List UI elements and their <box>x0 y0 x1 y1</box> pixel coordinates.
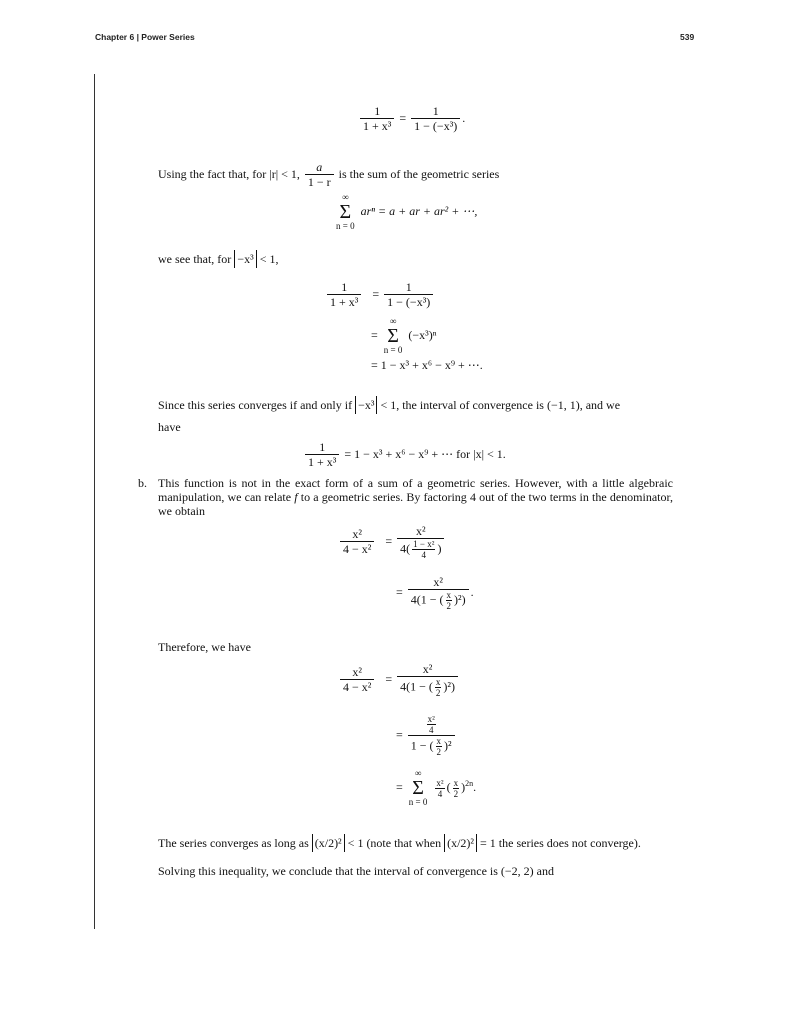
paragraph-we-see <box>158 250 278 268</box>
numerator: 1 − x² <box>413 539 435 549</box>
numerator: x² <box>340 527 374 542</box>
denominator: 1 + x³ <box>330 295 359 309</box>
denominator <box>397 677 458 698</box>
absolute-value: −x³ <box>234 250 256 268</box>
chapter-header: Chapter 6 | Power Series <box>95 32 195 42</box>
equation-2 <box>333 192 477 232</box>
factor: 4 <box>400 541 407 556</box>
equation-5-line-1 <box>338 524 446 560</box>
text: The series converges as long as <box>158 836 309 850</box>
series-expression: arⁿ = a + ar + ar² + ⋯, <box>360 203 478 218</box>
margin-rule <box>94 74 95 929</box>
text: have <box>158 420 181 434</box>
numerator: x² <box>397 524 444 539</box>
paragraph-therefore: Therefore, we have <box>158 640 251 654</box>
text: < 1, the interval of convergence is (−1, 1), and we <box>380 398 621 412</box>
series-expansion: = 1 − x³ + x⁶ − x⁹ + ⋯ for |x| < 1. <box>344 446 506 461</box>
series-term: (−x³)ⁿ <box>408 327 437 342</box>
text: to a geometric series. By factoring 4 out of the two terms in the denominator, we obtain <box>158 490 673 518</box>
denominator: 1 − (−x³) <box>387 295 431 309</box>
equation-6-line-2 <box>396 714 457 757</box>
denominator: 4 − x² <box>343 542 372 556</box>
summation <box>409 768 428 808</box>
denominator: 2 <box>436 747 442 757</box>
denominator: 2 <box>435 688 441 698</box>
numerator: x² <box>397 662 458 677</box>
denominator: 1 − (−x³) <box>414 119 458 133</box>
equation-4 <box>303 440 506 470</box>
paragraph-convergence <box>158 396 620 414</box>
equals: = <box>372 286 380 301</box>
equals: = <box>396 584 403 599</box>
equation-3-line-2 <box>371 316 437 356</box>
equation-5-line-2 <box>396 575 474 611</box>
lower-limit: n = 0 <box>383 345 403 355</box>
paragraph-converges-as-long-as <box>158 834 641 852</box>
denominator: 1 + x³ <box>363 119 392 133</box>
numerator: 1 <box>327 280 361 295</box>
sigma-symbol: Σ <box>387 325 399 347</box>
period: . <box>473 779 477 794</box>
numerator: x <box>453 777 459 788</box>
text: 4(1 − ( <box>400 679 433 694</box>
denominator <box>408 736 455 757</box>
paragraph-solving: Solving this inequality, we conclude that the interval of convergence is (−2, 2) and <box>158 864 554 878</box>
text: = 1 the series does not converge). <box>480 836 641 850</box>
text: This function is not in the exact form of a sum of a geometric series. However, with a little algebraic manipulation, we can relate <box>158 476 673 504</box>
function-f: f <box>294 490 298 504</box>
numerator: a <box>305 160 334 175</box>
equals: = <box>396 779 403 794</box>
text: < 1, <box>259 252 279 266</box>
denominator: 1 − r <box>307 175 331 189</box>
denominator: 4( $\frac{\text{1 − x²}}{4}$ ) <box>400 539 442 560</box>
equation-3-line-1 <box>325 280 435 310</box>
numerator: x <box>446 590 452 600</box>
upper-limit: ∞ <box>342 192 349 202</box>
summation <box>384 316 403 356</box>
lower-limit: n = 0 <box>408 797 428 807</box>
absolute-value: −x³ <box>355 396 377 414</box>
upper-limit: ∞ <box>414 768 422 778</box>
denominator: 4 − x² <box>343 680 372 694</box>
text: )²) <box>454 592 466 607</box>
numerator: 1 <box>384 280 433 295</box>
equation-6-line-1 <box>338 662 460 698</box>
denominator: 1 + x³ <box>308 455 337 469</box>
absolute-value: (x/2)² <box>312 834 345 852</box>
equals: = <box>385 671 393 686</box>
text: 4(1 − ( <box>410 592 444 607</box>
period: . <box>462 110 466 125</box>
numerator: 1 <box>411 104 460 119</box>
text: )²) <box>443 679 456 694</box>
denominator: 4 <box>428 725 434 735</box>
denominator: 2 <box>446 601 452 611</box>
numerator: x² <box>436 777 444 788</box>
sigma-symbol: Σ <box>339 201 352 223</box>
paragraph-part-b <box>158 476 673 518</box>
equation-1 <box>358 104 465 134</box>
paragraph-geometric-fact <box>158 160 499 190</box>
text: Using the fact that, for <box>158 166 267 181</box>
text: is the sum of the geometric series <box>338 166 500 181</box>
numerator: 1 <box>305 440 339 455</box>
denominator: 4 <box>421 550 427 560</box>
denominator: 2 <box>453 788 459 799</box>
denominator <box>408 590 469 611</box>
text: Since this series converges if and only if <box>158 398 353 412</box>
math-condition: |r| < 1, <box>269 166 300 181</box>
text: < 1 (note that when <box>347 836 442 850</box>
equals: = <box>396 727 403 742</box>
text: )² <box>444 738 452 753</box>
equals: = <box>385 533 393 548</box>
equation-6-line-3: = ∞ Σ n = 0 $\frac{\text{x²}}{4}$ ( $\frac{x}{2}$ )$^{2n}$. <box>396 768 477 807</box>
numerator <box>408 714 455 736</box>
numerator: x <box>435 677 441 687</box>
absolute-value: (x/2)² <box>444 834 477 852</box>
period: . <box>470 584 474 599</box>
page-number: 539 <box>680 32 695 42</box>
numerator: x <box>436 736 442 746</box>
numerator: x² <box>340 665 374 680</box>
summation <box>336 192 355 232</box>
upper-limit: ∞ <box>389 316 397 326</box>
denominator: 4 <box>437 788 443 799</box>
exponent: 2n <box>465 778 474 788</box>
equation-3-line-3: = 1 − x³ + x⁶ − x⁹ + ⋯. <box>371 358 483 372</box>
numerator: 1 <box>360 104 394 119</box>
sigma-symbol: Σ <box>412 777 424 799</box>
part-label-b: b. <box>138 476 147 490</box>
lower-limit: n = 0 <box>336 221 355 231</box>
text: 1 − ( <box>410 738 434 753</box>
equals: = <box>399 110 407 125</box>
text: we see that, for <box>158 252 232 266</box>
numerator: x² <box>408 575 469 590</box>
equals: = <box>371 327 378 342</box>
numerator: x² <box>427 714 435 724</box>
